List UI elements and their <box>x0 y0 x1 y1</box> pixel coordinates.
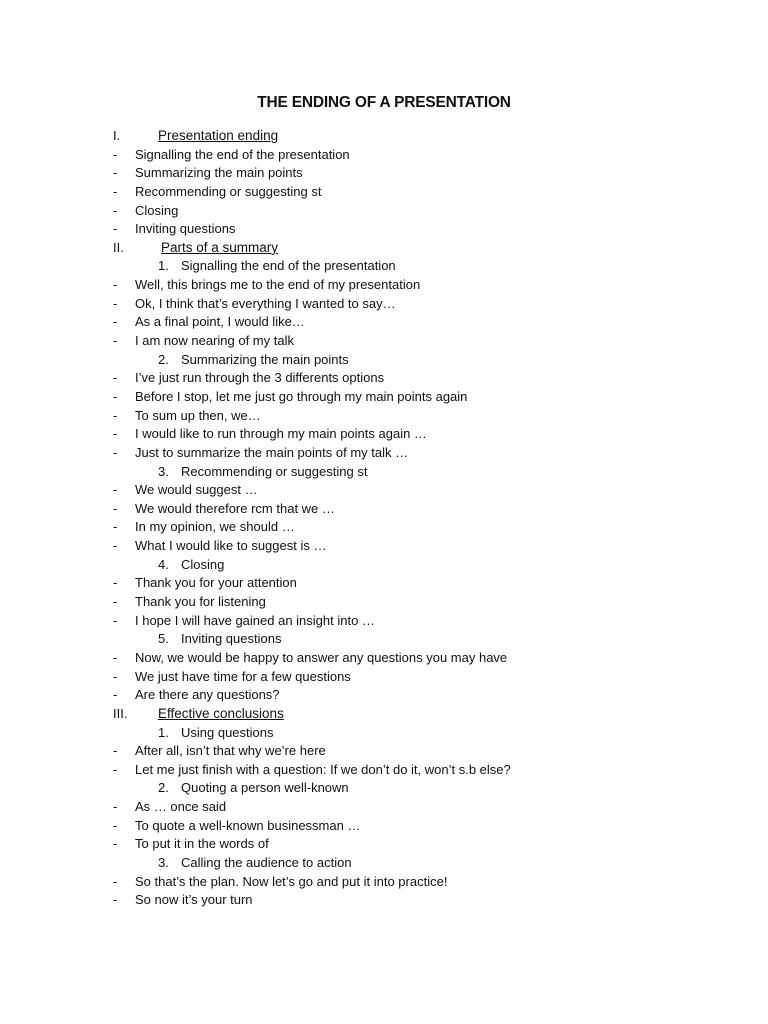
list-marker: 3. <box>158 854 169 870</box>
list-item-text: To put it in the words of <box>135 836 269 852</box>
list-marker: - <box>113 836 118 852</box>
list-item-text: So that’s the plan. Now let’s go and put it into practice! <box>135 873 448 889</box>
list-marker: - <box>113 146 118 162</box>
list-item-text: Summarizing the main points <box>135 165 303 181</box>
list-marker: 2. <box>158 351 169 367</box>
list-marker: - <box>113 538 118 554</box>
list-marker: - <box>113 444 118 460</box>
list-item-text: Inviting questions <box>181 631 282 647</box>
bullet-item <box>0 537 768 556</box>
list-item-text: To quote a well-known businessman … <box>135 817 361 833</box>
list-item-text: Closing <box>135 202 179 218</box>
list-item-text: Closing <box>181 556 225 572</box>
bullet-item <box>0 593 768 612</box>
list-marker: - <box>113 575 118 591</box>
subsection-heading <box>0 724 768 743</box>
list-item-text: Let me just finish with a question: If we don’t do it, won’t s.b else? <box>135 761 511 777</box>
list-item-text: Quoting a person well-known <box>181 780 349 796</box>
bullet-item <box>0 220 768 239</box>
list-item-text: Thank you for listening <box>135 594 266 610</box>
list-marker: - <box>113 817 118 833</box>
bullet-item <box>0 742 768 761</box>
list-item-text: I am now nearing of my talk <box>135 333 294 349</box>
list-marker: - <box>113 892 118 908</box>
list-marker: - <box>113 873 118 889</box>
list-marker: 2. <box>158 780 169 796</box>
list-item-text: As … once said <box>135 799 227 815</box>
list-marker: - <box>113 333 118 349</box>
list-marker: - <box>113 482 118 498</box>
list-marker: - <box>113 221 118 237</box>
list-item-text: Before I stop, let me just go through my main points again <box>135 388 468 404</box>
list-item-text: Calling the audience to action <box>181 854 352 870</box>
list-marker: - <box>113 370 118 386</box>
subsection-heading <box>0 854 768 873</box>
document-body <box>0 127 768 910</box>
list-marker: - <box>113 668 118 684</box>
list-marker: - <box>113 277 118 293</box>
bullet-item <box>0 183 768 202</box>
list-marker: I. <box>113 128 121 143</box>
bullet-item <box>0 369 768 388</box>
list-marker: - <box>113 649 118 665</box>
list-item-text: Inviting questions <box>135 221 236 237</box>
list-item-text: Are there any questions? <box>135 687 280 703</box>
section-heading <box>0 127 768 146</box>
bullet-item <box>0 574 768 593</box>
bullet-item <box>0 425 768 444</box>
bullet-item <box>0 295 768 314</box>
subsection-heading <box>0 257 768 276</box>
bullet-item <box>0 761 768 780</box>
list-marker: - <box>113 500 118 516</box>
list-item-text: Signalling the end of the presentation <box>135 146 350 162</box>
list-marker: 4. <box>158 556 169 572</box>
list-item-text: Summarizing the main points <box>181 351 349 367</box>
list-marker: - <box>113 426 118 442</box>
subsection-heading <box>0 351 768 370</box>
list-marker: - <box>113 202 118 218</box>
subsection-heading <box>0 779 768 798</box>
list-item-text: We would suggest … <box>135 482 258 498</box>
bullet-item <box>0 202 768 221</box>
list-item-text: Signalling the end of the presentation <box>181 258 396 274</box>
section-heading <box>0 705 768 724</box>
bullet-item <box>0 146 768 165</box>
subsection-heading <box>0 463 768 482</box>
bullet-item <box>0 518 768 537</box>
bullet-item <box>0 164 768 183</box>
list-marker: - <box>113 519 118 535</box>
bullet-item <box>0 444 768 463</box>
list-item-text: I would like to run through my main points again … <box>135 426 427 442</box>
list-marker: - <box>113 407 118 423</box>
list-item-text: Now, we would be happy to answer any questions you may have <box>135 649 508 665</box>
list-marker: - <box>113 612 118 628</box>
list-marker: 3. <box>158 463 169 479</box>
list-item-text: Effective conclusions <box>158 705 284 721</box>
list-item-text: We just have time for a few questions <box>135 668 351 684</box>
page-title: THE ENDING OF A PRESENTATION <box>257 94 511 111</box>
bullet-item <box>0 835 768 854</box>
bullet-item <box>0 649 768 668</box>
subsection-heading <box>0 556 768 575</box>
list-marker: - <box>113 761 118 777</box>
list-marker: - <box>113 388 118 404</box>
list-item-text: Just to summarize the main points of my talk … <box>135 444 409 460</box>
list-marker: II. <box>113 239 124 255</box>
list-item-text: What I would like to suggest is … <box>135 538 327 554</box>
list-item-text: Recommending or suggesting st <box>135 183 322 199</box>
bullet-item <box>0 873 768 892</box>
list-marker: 1. <box>158 724 169 740</box>
bullet-item <box>0 798 768 817</box>
subsection-heading <box>0 630 768 649</box>
list-item-text: After all, isn’t that why we’re here <box>135 743 326 759</box>
list-item-text: I’ve just run through the 3 differents options <box>135 370 385 386</box>
bullet-item <box>0 276 768 295</box>
list-marker: - <box>113 165 118 181</box>
bullet-item <box>0 313 768 332</box>
bullet-item <box>0 388 768 407</box>
bullet-item <box>0 668 768 687</box>
bullet-item <box>0 817 768 836</box>
list-item-text: We would therefore rcm that we … <box>135 500 335 516</box>
list-marker: - <box>113 743 118 759</box>
list-item-text: As a final point, I would like… <box>135 314 305 330</box>
list-marker: 5. <box>158 631 169 647</box>
list-marker: - <box>113 314 118 330</box>
list-item-text: Parts of a summary <box>161 239 279 255</box>
bullet-item <box>0 332 768 351</box>
list-marker: - <box>113 183 118 199</box>
section-heading <box>0 239 768 258</box>
list-marker: III. <box>113 705 128 721</box>
bullet-item <box>0 891 768 910</box>
list-item-text: Using questions <box>181 724 274 740</box>
list-item-text: Well, this brings me to the end of my presentation <box>135 277 421 293</box>
bullet-item <box>0 481 768 500</box>
list-marker: - <box>113 594 118 610</box>
list-marker: 1. <box>158 258 169 274</box>
list-item-text: To sum up then, we… <box>135 407 261 423</box>
bullet-item <box>0 686 768 705</box>
list-marker: - <box>113 295 118 311</box>
list-item-text: So now it’s your turn <box>135 892 253 908</box>
list-item-text: Recommending or suggesting st <box>181 463 368 479</box>
list-item-text: Thank you for your attention <box>135 575 297 591</box>
list-item-text: I hope I will have gained an insight into … <box>135 612 375 628</box>
bullet-item <box>0 500 768 519</box>
list-item-text: Presentation ending <box>158 128 279 143</box>
list-item-text: Ok, I think that’s everything I wanted to say… <box>135 295 396 311</box>
list-marker: - <box>113 799 118 815</box>
bullet-item <box>0 407 768 426</box>
list-item-text: In my opinion, we should … <box>135 519 295 535</box>
bullet-item <box>0 612 768 631</box>
list-marker: - <box>113 687 118 703</box>
